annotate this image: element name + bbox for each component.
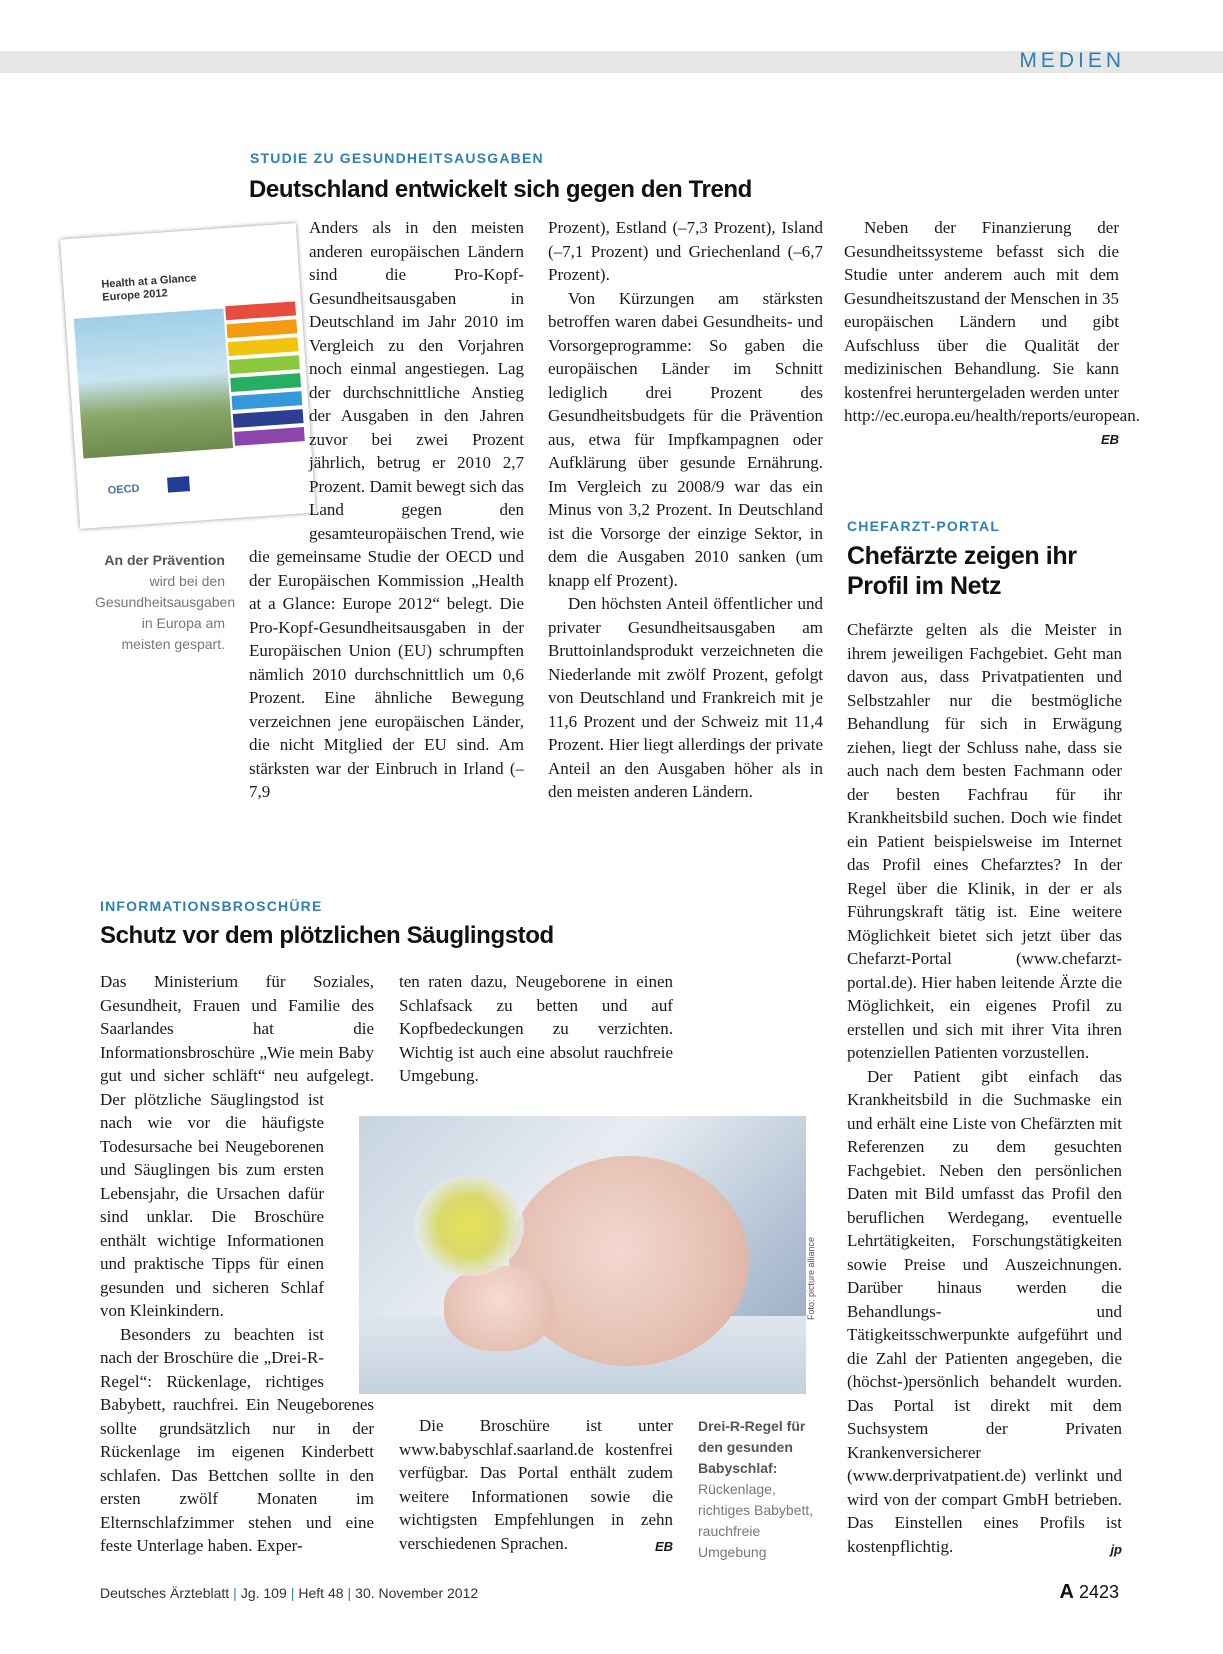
caption-bold: Drei-R-Regel für den gesunden Babyschlaf:	[698, 1418, 806, 1476]
article2-p1: Chefärzte gelten als die Meister in ihrem jeweiligen Fachgebiet. Geht man davon aus, dass Privatpatienten und Selbstzahler nur die bestmögliche Behandlung für sich in Erwägung ziehen, liegt der Schluss nahe, dass sie auch nach dem besten Fachmann oder der besten Fachfrau für ihr Krankheitsbild suchen. Doch wie findet ein Patient beispielsweise im Internet das Profil eines Chefarztes? In der Regel über die Klinik, in der er als Führungskraft tätig ist. Eine weitere Möglichkeit bietet sich jetzt über das Chefarzt-Portal (www.chefarzt-portal.de). Hier haben leitende Ärzte die Möglichkeit, ein eigenes Profil zu erstellen und sich mit ihrer Vita ihren potenziellen Patienten vorzustellen.	[847, 620, 1122, 1062]
article1-col2-p3: Den höchsten Anteil öffentlicher und privater Gesundheitsausgaben am Bruttoinlandsprodukt verzeichneten die Niederlande mit zwölf Prozent, gefolgt von Deutschland und Frankreich mit je 11,6 Prozent und der Schweiz mit 11,4 Prozent. Hier liegt allerdings der private Anteil an den Ausgaben höher als in den meisten anderen Ländern.	[548, 594, 823, 801]
article3-column-2-bottom	[399, 1414, 673, 1559]
footer-meta: Deutsches Ärzteblatt | Jg. 109 | Heft 48 | 30. November 2012	[100, 1585, 479, 1601]
article2-p2: Der Patient gibt einfach das Krankheitsbild in die Suchmaske ein und erhält eine Liste von Chefärzten mit Referenzen zu dem gesuchten Fachgebiet. Neben den persönlichen Daten mit Bild umfasst das Profil den beruflichen Werdegang, eventuelle Lehrtätigkeiten, Forschungstätigkeiten sowie Preise und Auszeichnungen. Darüber hinaus werden die Behandlungs- und Tätigkeitsschwerpunkte aufgeführt und die Zahl der Patienten angegeben, die (höchst-)persönlich behandelt wurden. Das Portal ist direkt mit dem Suchsystem der Privaten Krankenversicherer (www.derprivatpatient.de) verlinkt und wird von der compart GmbH betrieben. Das Einstellen eines Profils ist kostenpflichtig.	[847, 1066, 1122, 1556]
oecd-logo: OECD	[107, 482, 140, 497]
article1-col1-text: Anders als in den meisten anderen europäischen Ländern sind die Pro-Kopf-Gesundheitsausgaben in Deutschland im Jahr 2010 im Vergleich zu den Vorjahren noch einmal angestiegen. Lag der durchschnittliche Anstieg der Ausgaben in den Jahren zuvor bei zwei Prozent jährlich, betrug er 2010 2,7 Prozent. Damit bewegt sich das Land gegen den gesamteuropäischen Trend, wie die gemeinsame Studie der OECD und der Europäischen Kommission „Health at a Glance: Europe 2012“ belegt. Die Pro-Kopf-Gesundheitsausgaben in der Europäischen Union (EU) schrumpften nämlich 2010 durchschnittlich um 0,6 Prozent. Eine ähnliche Bewegung verzeichnen jene europäischen Länder, die nicht Mitglied der EU sind. Am stärksten war der Einbruch in Irland (–7,9	[249, 218, 524, 801]
article1-column-1	[249, 216, 524, 831]
article1-col2-p1: Prozent), Estland (–7,3 Prozent), Island (–7,1 Prozent) und Griechenland (–6,7 Prozent).	[548, 218, 823, 284]
article3-kicker: INFORMATIONSBROSCHÜRE	[100, 898, 323, 914]
article2-headline-line1: Chefärzte zeigen ihr	[847, 542, 1077, 570]
article3-col1-p2: Besonders zu beachten ist nach der Broschüre die „Drei-R-Regel“: Rückenlage, richtiges Babybett, rauchfrei. Ein Neugeborenes sollte grundsätzlich nur in der Rückenlage im eigenen Kinderbett schlafen. Das Bettchen sollte in den ersten zwölf Monaten im Elternschlafzimmer stehen und eine feste Unterlage haben. Exper-	[100, 1324, 374, 1555]
article1-kicker: STUDIE ZU GESUNDHEITSAUSGABEN	[250, 150, 544, 166]
article3-column-2-top	[399, 970, 673, 1088]
article1-col3-text: Neben der Finanzierung der Gesundheitssysteme befasst sich die Studie unter anderem auch mit dem Gesundheitszustand der Menschen in 35 europäischen Ländern und gibt Aufschluss über die Qualität der medizinischen Behandlung. Sie kann kostenfrei heruntergeladen werden unter http://ec.europa.eu/health/reports/european.	[844, 218, 1140, 425]
issue: Heft 48	[298, 1585, 344, 1601]
caption-bold: An der Prävention	[104, 552, 225, 568]
sleeping-baby-photo	[359, 1116, 806, 1394]
article1-column-2	[548, 216, 823, 804]
eu-flag-icon	[167, 476, 190, 492]
article3-headline: Schutz vor dem plötzlichen Säuglingstod	[100, 922, 554, 949]
wrap-spacer	[249, 216, 309, 534]
article1-signature: EB	[1100, 431, 1119, 447]
photo-credit: Foto: picture alliance	[806, 1236, 816, 1320]
article1-caption	[95, 550, 236, 655]
article1-column-3	[844, 216, 1140, 451]
cover-title: Health at a Glance Europe 2012	[101, 272, 197, 304]
issue-date: 30. November 2012	[355, 1585, 479, 1601]
article3-col2-top: ten raten dazu, Neugeborene in einen Schlafsack zu betten und auf Kopfbedeckungen zu verzichten. Wichtig ist auch eine absolut rauchfreie Umgebung.	[399, 972, 673, 1085]
article2-body	[847, 618, 1122, 1562]
article2-kicker: CHEFARZT-PORTAL	[847, 518, 1001, 534]
baby-hand	[444, 1266, 554, 1351]
page-value: 2423	[1078, 1582, 1119, 1602]
caption-text: wird bei den Gesundheitsausgaben in Europa am meisten gespart.	[95, 573, 236, 652]
article1-headline: Deutschland entwickelt sich gegen den Trend	[249, 176, 752, 203]
volume: Jg. 109	[240, 1585, 287, 1601]
page-number	[1059, 1581, 1119, 1604]
cyclists-photo	[74, 308, 233, 458]
pacifier	[414, 1176, 524, 1276]
article3-col1-p1: Das Ministerium für Soziales, Gesundheit, Frauen und Familie des Saarlandes hat die Informationsbroschüre „Wie mein Baby gut und sicher schläft“ neu aufgelegt. Der plötzliche Säuglingstod ist nach wie vor die häufigste Todesursache bei Neugeborenen und Säuglingen bis zum ersten Lebensjahr, die Ursachen dafür sind unklar. Die Broschüre enthält wichtige Informationen und praktische Tipps für einen gesunden und sicheren Schlaf von Kleinkindern.	[100, 972, 374, 1320]
article3-signature: EB	[654, 1539, 673, 1554]
article2-signature: jp	[1110, 1542, 1122, 1557]
section-label: MEDIEN	[1019, 49, 1125, 72]
page-prefix: A	[1059, 1581, 1074, 1603]
article2-headline-line2: Profil im Netz	[847, 572, 1002, 600]
journal-name: Deutsches Ärzteblatt	[100, 1585, 230, 1601]
article1-col2-p2: Von Kürzungen am stärksten betroffen waren dabei Gesundheits- und Vorsorgeprogramme: So gaben die europäischen Länder im Schnitt lediglich drei Prozent des Gesundheitsbudgets für die Prävention aus, etwa für Impfkampagnen oder Aufklärung über gesunde Ernährung. Im Vergleich zu 2008/9 war das ein Minus von 3,2 Prozent. In Deutschland ist die Vorsorge der einzige Sektor, in dem die Ausgaben 2010 sanken (um knapp elf Prozent).	[548, 288, 823, 590]
article3-col2-bottom: Die Broschüre ist unter www.babyschlaf.saarland.de kostenfrei verfügbar. Das Portal enthält zudem weitere Informationen sowie die wichtigsten Empfehlungen in zehn verschiedenen Sprachen.	[399, 1416, 673, 1553]
article3-column-1	[100, 970, 374, 1558]
article2-headline	[847, 541, 1077, 601]
caption-text: Rückenlage, richtiges Babybett, rauchfreie Umgebung	[698, 1481, 814, 1560]
article3-caption	[698, 1416, 828, 1563]
